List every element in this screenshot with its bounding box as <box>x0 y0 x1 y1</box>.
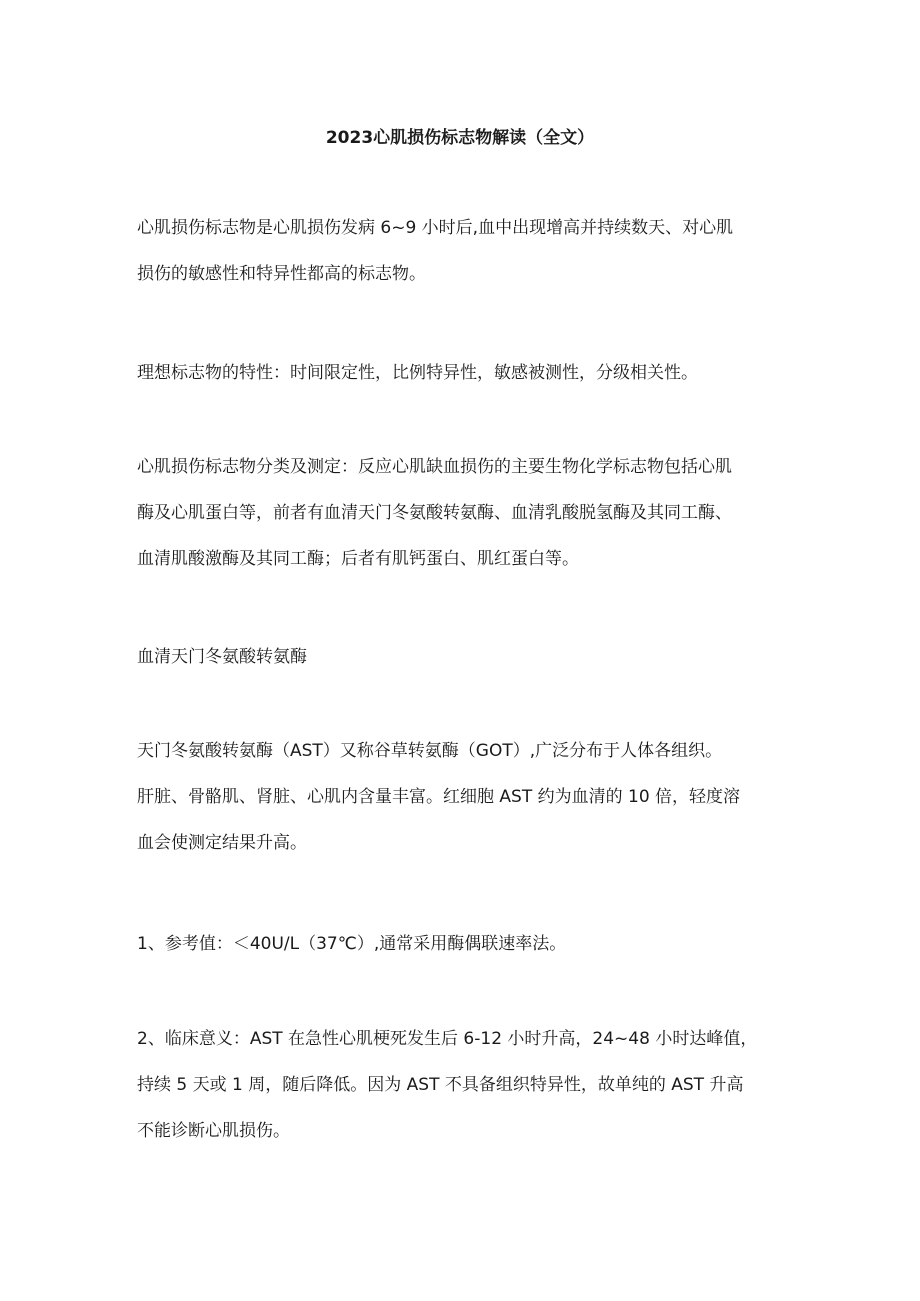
text-line: 心肌损伤标志物是心肌损伤发病 6~9 小时后,血中出现增高并持续数天、对心肌 <box>137 218 734 238</box>
paragraph-classification <box>137 444 817 582</box>
text-line: 不能诊断心肌损伤。 <box>137 1121 290 1141</box>
text-line: 1、参考值：＜40U/L（37℃）,通常采用酶偶联速率法。 <box>137 934 567 954</box>
text-line: 损伤的敏感性和特异性都高的标志物。 <box>137 264 426 284</box>
text-line: 血会使测定结果升高。 <box>137 833 307 853</box>
document-title: 2023心肌损伤标志物解读（全文） <box>325 128 595 148</box>
paragraph-ideal-properties <box>137 350 817 396</box>
text-line: 酶及心肌蛋白等，前者有血清天门冬氨酸转氨酶、血清乳酸脱氢酶及其同工酶、 <box>137 503 732 523</box>
text-line: 理想标志物的特性：时间限定性，比例特异性，敏感被测性，分级相关性。 <box>137 363 698 383</box>
paragraph-ast-intro <box>137 728 817 866</box>
text-line: 血清天门冬氨酸转氨酶 <box>137 647 307 667</box>
paragraph-clinical-significance <box>137 1016 817 1154</box>
text-line: 天门冬氨酸转氨酶（AST）又称谷草转氨酶（GOT）,广泛分布于人体各组织。 <box>137 741 723 761</box>
paragraph-definition <box>137 205 817 297</box>
text-line: 血清肌酸激酶及其同工酶；后者有肌钙蛋白、肌红蛋白等。 <box>137 549 579 569</box>
section-heading-ast <box>137 634 817 680</box>
paragraph-reference-value <box>137 921 817 967</box>
text-line: 2、临床意义：AST 在急性心肌梗死发生后 6-12 小时升高，24~48 小时达峰值， <box>137 1029 758 1049</box>
text-line: 持续 5 天或 1 周，随后降低。因为 AST 不具备组织特异性，故单纯的 AST 升高 <box>137 1075 744 1095</box>
text-line: 肝脏、骨骼肌、肾脏、心肌内含量丰富。红细胞 AST 约为血清的 10 倍，轻度溶 <box>137 787 741 807</box>
text-line: 心肌损伤标志物分类及测定：反应心肌缺血损伤的主要生物化学标志物包括心肌 <box>137 457 732 477</box>
